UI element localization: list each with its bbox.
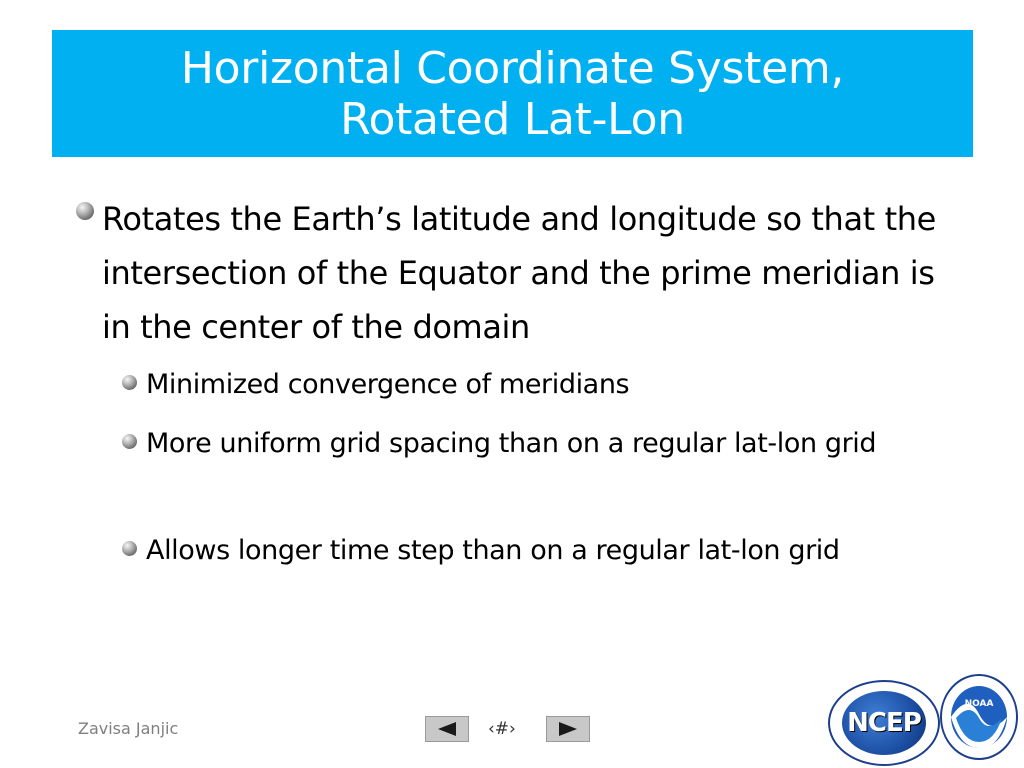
previous-slide-button[interactable] xyxy=(425,716,469,742)
page-number: ‹#› xyxy=(488,719,516,739)
footer-author: Zavisa Janjic xyxy=(78,719,179,738)
title-line-2: Rotated Lat-Lon xyxy=(340,93,685,145)
bullet-icon xyxy=(122,375,137,390)
triangle-left-icon xyxy=(436,721,458,737)
sub-bullet-3: Allows longer time step than on a regular lat-lon grid xyxy=(146,535,840,566)
ncep-logo-globe xyxy=(842,691,926,755)
noaa-logo-text: NOAA xyxy=(964,699,994,709)
title-line-1: Horizontal Coordinate System, xyxy=(180,42,845,94)
ncep-logo xyxy=(828,680,940,766)
title-bar xyxy=(52,30,973,157)
bullet-icon xyxy=(122,434,137,449)
noaa-logo xyxy=(938,672,1020,762)
ncep-logo-text: NCEP xyxy=(847,708,921,738)
sub-bullet-1: Minimized convergence of meridians xyxy=(146,369,630,400)
bullet-icon xyxy=(76,202,94,220)
next-slide-button[interactable] xyxy=(546,716,590,742)
slide-title xyxy=(181,43,844,145)
triangle-right-icon xyxy=(557,721,579,737)
sub-bullet-2: More uniform grid spacing than on a regular lat-lon grid xyxy=(146,428,877,459)
bullet-icon xyxy=(122,541,137,556)
main-bullet-text: Rotates the Earth’s latitude and longitude so that the intersection of the Equator and the prime meridian is in the center of the domain xyxy=(102,200,936,346)
